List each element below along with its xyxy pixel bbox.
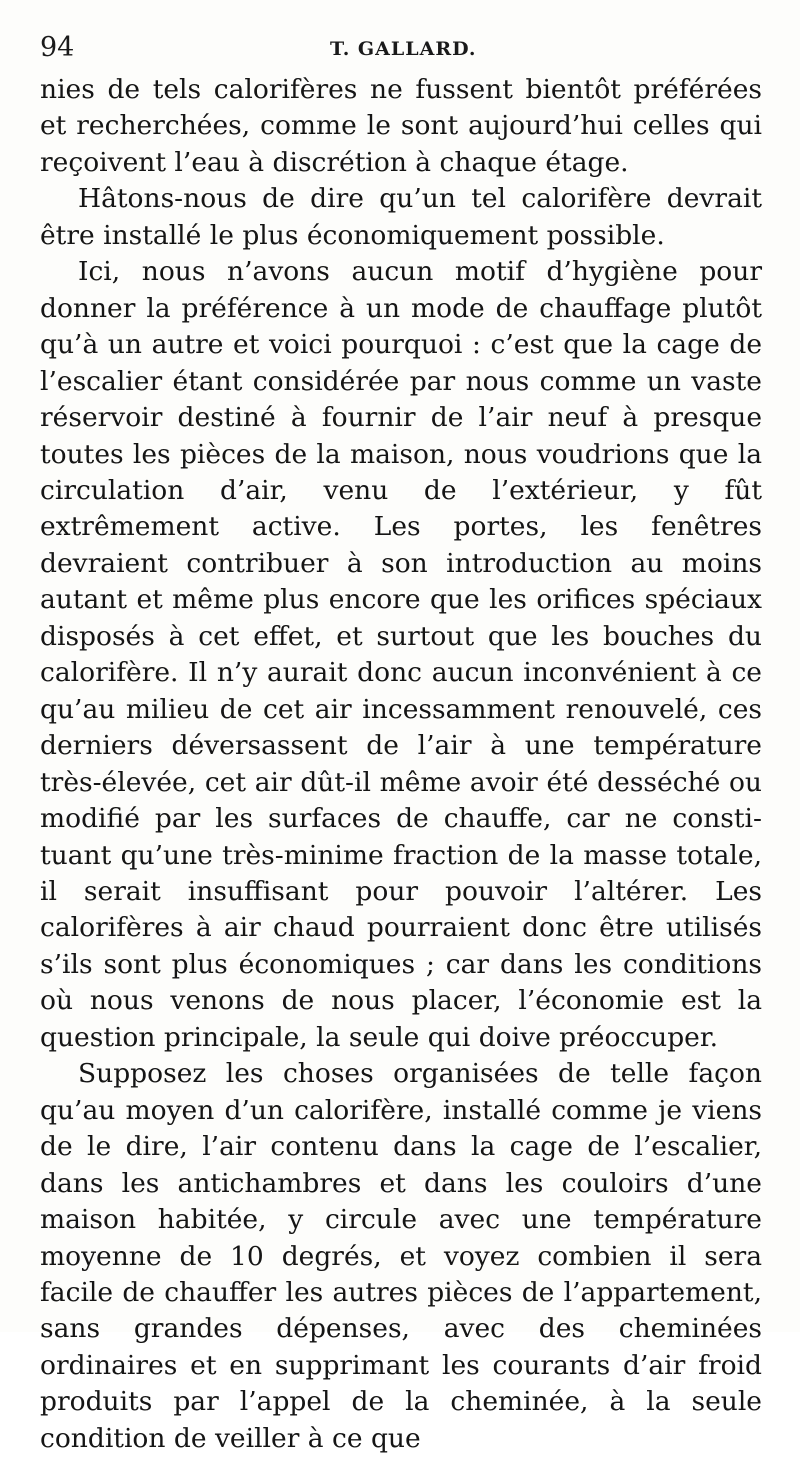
- page-header: [40, 32, 760, 68]
- page-number: 94: [40, 32, 75, 63]
- paragraph: Supposez les choses organisées de telle façon qu’au moyen d’un calorifère, installé comme je viens de le dire, l’air contenu dans la cage de l’escalier, dans les antichambres et dans les couloirs d’une maison habitée, y circule avec une température moyenne de 10 degrés, et voyez combien il sera facile de chauffer les autres pièces de l’appartement, sans grandes dépenses, avec des cheminées ordinaires et en supprimant les courants d’air froid produits par l’appel de la cheminée, à la seule condition de veiller à ce que: [40, 1058, 762, 1454]
- paragraph-continued: nies de tels calorifères ne fussent bientôt préférées et recherchées, comme le sont aujourd’hui celles qui reçoivent l’eau à discrétion à chaque étage.: [40, 74, 762, 178]
- paragraph: Hâtons-nous de dire qu’un tel calorifère devrait être installé le plus économiquement possible.: [40, 183, 762, 251]
- paragraph: Ici, nous n’avons aucun motif d’hygiène pour donner la préférence à un mode de chauffage plutôt qu’à un autre et voici pourquoi : c’est que la cage de l’escalier étant considérée par nous comme un vaste réservoir destiné à fournir de l’air neuf à presque toutes les pièces de la maison, nous voudrions que la circulation d’air, venu de l’extérieur, y fût extrêmement active. Les portes, les fenêtres devraient contribuer à son introduction au moins autant et même plus encore que les orifices spéciaux disposés à cet effet, et surtout que les bouches du calorifère. Il n’y aurait donc aucun inconvénient à ce qu’au milieu de cet air incessamment renouvelé, ces derniers déversassent de l’air à une température très-élevée, cet air dût-il même avoir été desséché ou modifié par les surfaces de chauffe, car ne constituant qu’une très-minime fraction de la masse totale, il serait insuffisant pour pouvoir l’altérer. Les calorifères à air chaud pourraient donc être utilisés s’ils sont plus économiques ; car dans les conditions où nous venons de nous placer, l’économie est la question principale, la seule qui doive préoccuper.: [40, 256, 762, 1053]
- body-text: [40, 72, 762, 1457]
- running-head: T. GALLARD.: [330, 38, 477, 60]
